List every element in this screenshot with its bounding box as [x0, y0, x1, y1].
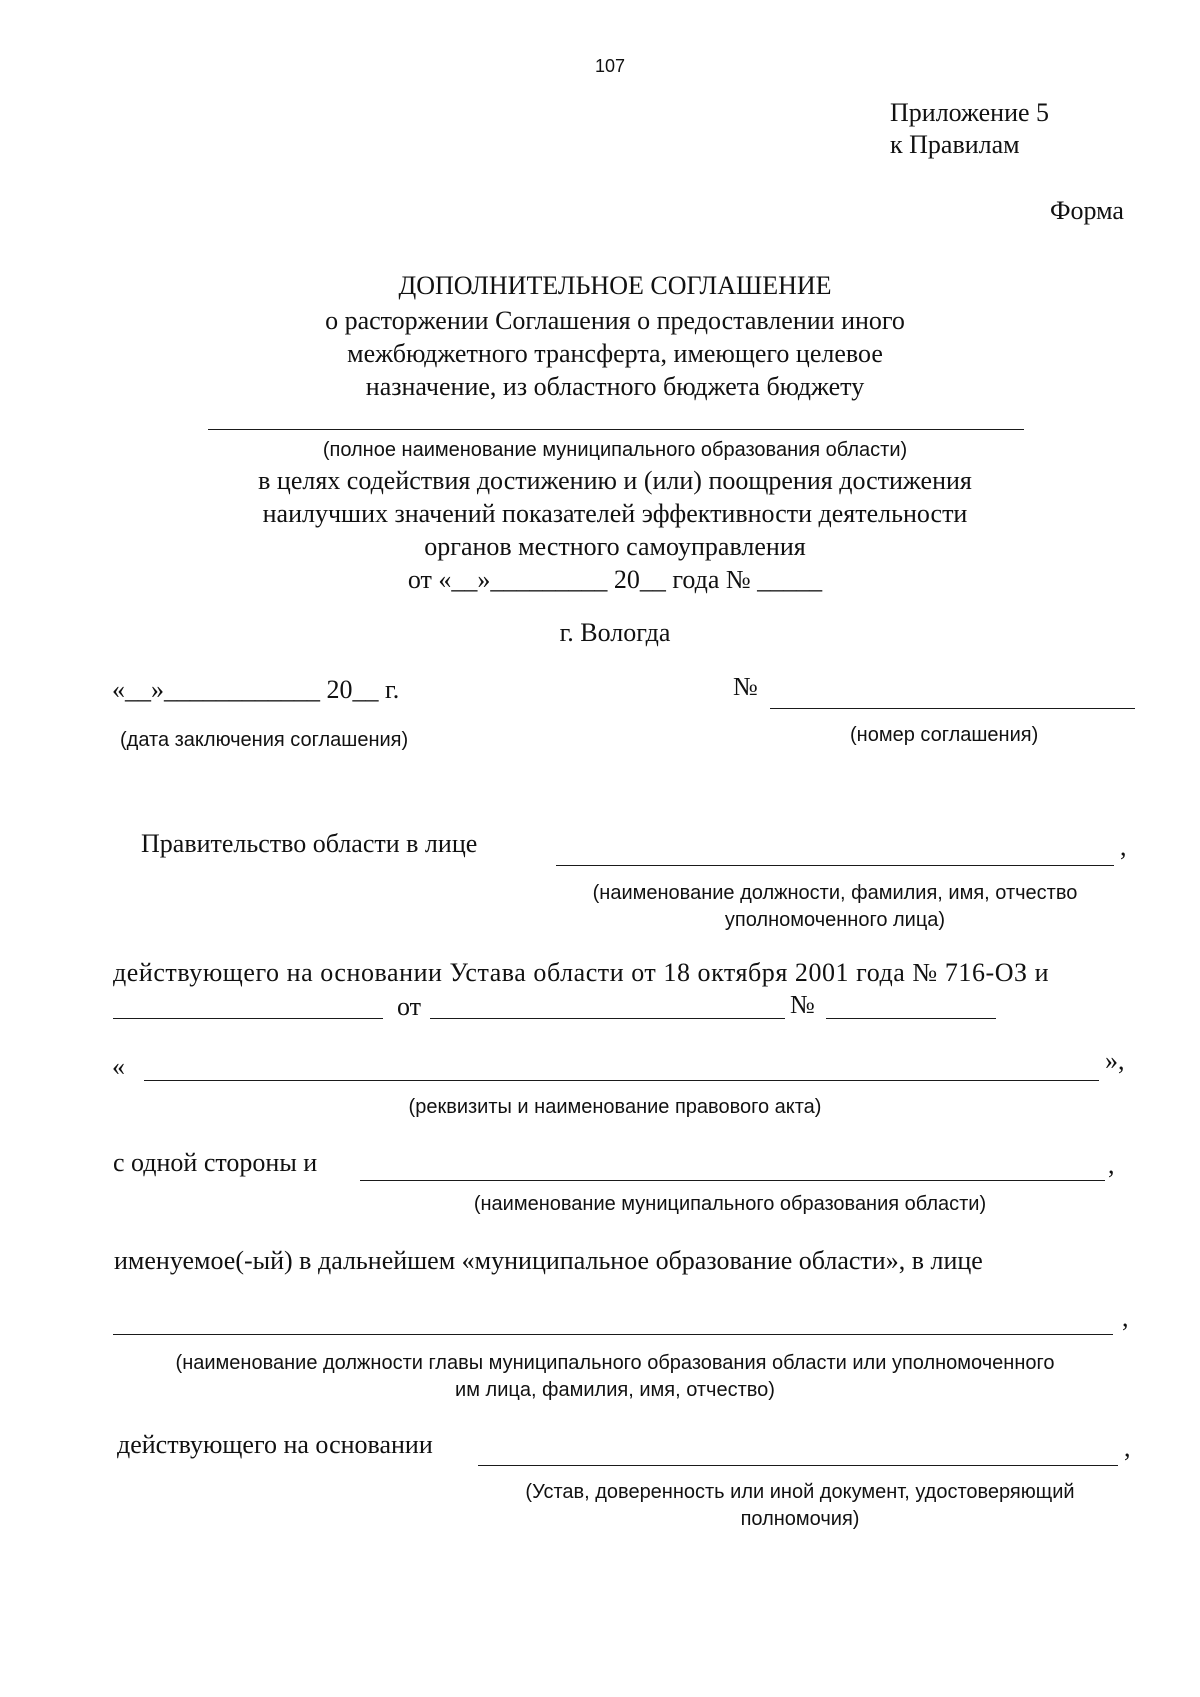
- agreement-number-fill-line[interactable]: [770, 708, 1135, 709]
- agreement-number-sign: №: [733, 672, 758, 701]
- form-label: Форма: [1050, 196, 1124, 225]
- one-side-comma: ,: [1108, 1150, 1115, 1179]
- appendix-line-1: Приложение 5: [890, 98, 1050, 127]
- title-line-5: наилучших значений показателей эффективности деятельности: [262, 499, 968, 528]
- municipal-head-hint-line-2: им лица, фамилия, имя, отчество): [455, 1379, 775, 1401]
- named-comma: ,: [1122, 1303, 1129, 1332]
- document-title: ДОПОЛНИТЕЛЬНОЕ СОГЛАШЕНИЕ: [398, 271, 832, 300]
- title-line-4: в целях содействия достижению и (или) поощрения достижения: [258, 466, 972, 495]
- basis-hint-line-2: полномочия): [740, 1508, 860, 1530]
- basis-hint-line-1: (Устав, доверенность или иной документ, удостоверяющий: [525, 1481, 1075, 1503]
- statute-date-fill-line[interactable]: [430, 1018, 785, 1019]
- page-number: 107: [594, 56, 626, 76]
- conclusion-date-hint: (дата заключения соглашения): [120, 729, 409, 751]
- legal-act-fill-line[interactable]: [144, 1080, 1099, 1081]
- government-hint-line-2: уполномоченного лица): [724, 909, 946, 931]
- government-representative-hint: [560, 880, 1110, 934]
- basis-document-hint: [480, 1479, 1120, 1533]
- agreement-date-line: от «__»_________ 20__ года № _____: [407, 565, 823, 594]
- one-side-label: с одной стороны и: [113, 1148, 318, 1177]
- conclusion-date: «__»____________ 20__ г.: [112, 675, 400, 704]
- statute-number-sign: №: [790, 990, 815, 1019]
- statute-from-label: от: [397, 992, 422, 1021]
- statute-act-fill-line[interactable]: [113, 1018, 383, 1019]
- title-line-3: назначение, из областного бюджета бюджету: [365, 372, 865, 401]
- agreement-number-hint: (номер соглашения): [850, 724, 1039, 746]
- legal-act-hint: (реквизиты и наименование правового акта): [408, 1096, 822, 1118]
- act-close-quote: »,: [1105, 1046, 1125, 1075]
- government-comma: ,: [1120, 832, 1127, 861]
- municipality-hint: (полное наименование муниципального образования области): [322, 439, 908, 461]
- municipality-fill-line[interactable]: [208, 429, 1024, 430]
- title-line-2: межбюджетного трансферта, имеющего целевое: [347, 339, 883, 368]
- basis-document-fill-line[interactable]: [478, 1465, 1118, 1466]
- municipal-head-fill-line[interactable]: [113, 1334, 1113, 1335]
- municipal-head-hint: [120, 1350, 1110, 1404]
- city: г. Вологда: [559, 618, 671, 647]
- title-line-1: о расторжении Соглашения о предоставлении иного: [325, 306, 905, 335]
- municipality-name-hint: (наименование муниципального образования области): [473, 1193, 987, 1215]
- government-label: Правительство области в лице: [141, 829, 478, 858]
- appendix-line-2: к Правилам: [890, 130, 1020, 159]
- government-representative-fill-line[interactable]: [556, 865, 1114, 866]
- named-text: именуемое(-ый) в дальнейшем «муниципальное образование области», в лице: [114, 1246, 983, 1275]
- basis-comma: ,: [1124, 1433, 1131, 1462]
- municipal-head-hint-line-1: (наименование должности главы муниципального образования области или уполномоченного: [175, 1352, 1055, 1374]
- government-hint-line-1: (наименование должности, фамилия, имя, отчество: [592, 882, 1078, 904]
- basis-label: действующего на основании: [117, 1430, 433, 1459]
- statute-number-fill-line[interactable]: [826, 1018, 996, 1019]
- title-line-6: органов местного самоуправления: [424, 532, 806, 561]
- municipality-name-fill-line[interactable]: [360, 1180, 1105, 1181]
- act-open-quote: «: [112, 1052, 125, 1081]
- statute-text: действующего на основании Устава области от 18 октября 2001 года № 716-ОЗ и: [113, 958, 1050, 987]
